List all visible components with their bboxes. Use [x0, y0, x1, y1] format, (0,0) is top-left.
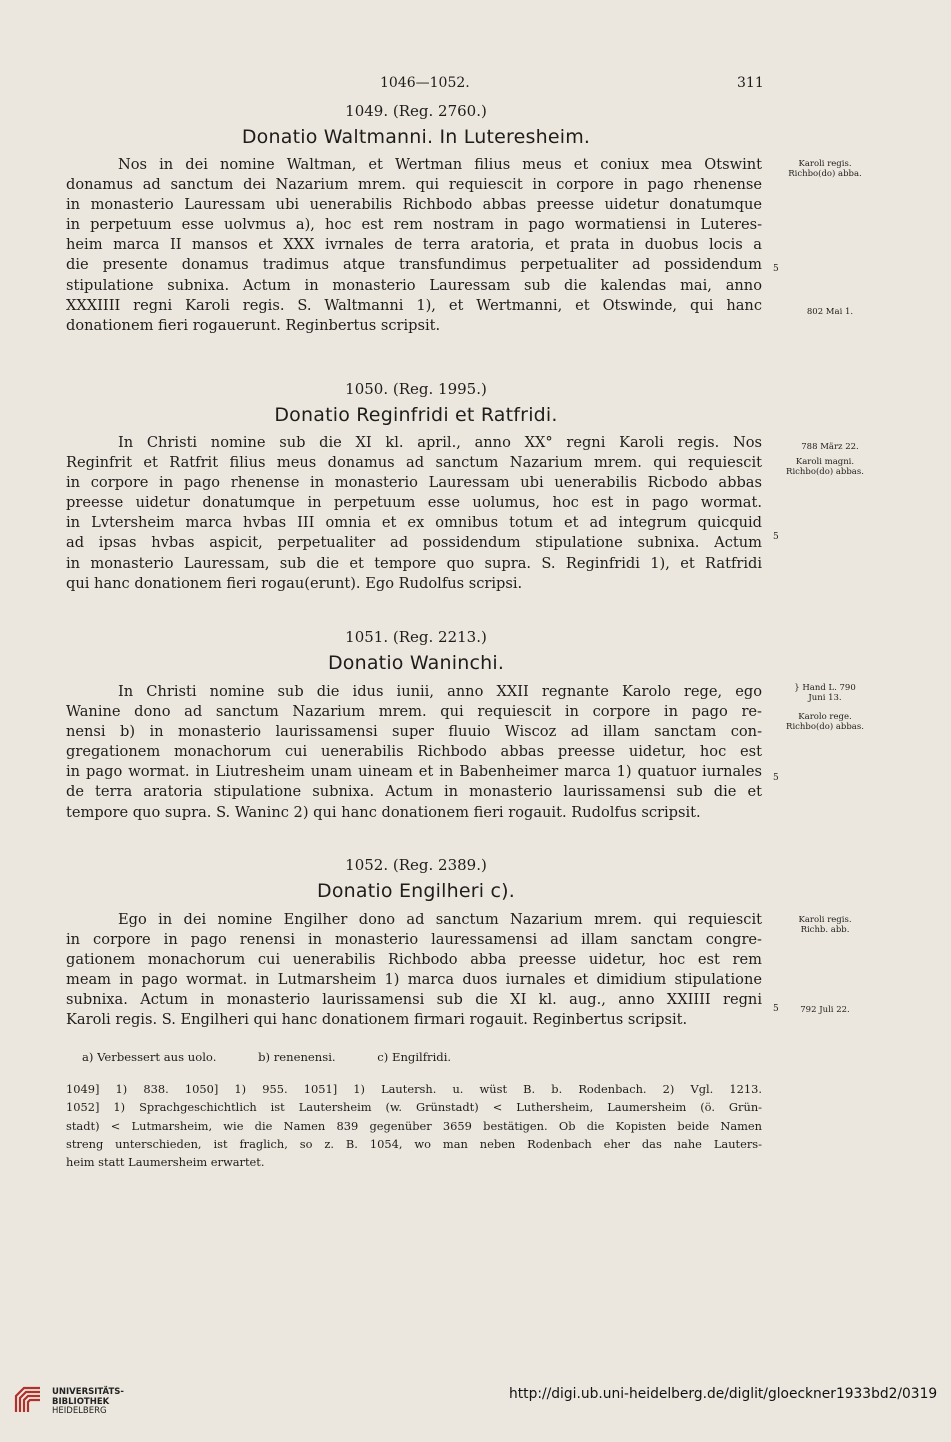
- page-number: 311: [737, 75, 764, 91]
- text-line: donationem fieri rogauerunt. Reginbertus scripsit.: [66, 316, 441, 334]
- text-line: in perpetuum esse uolvmus a), hoc est rem nostram in pago wormatiensi in Luteres-: [66, 216, 762, 234]
- library-name: [52, 1388, 124, 1417]
- text-line: gationem monachorum cui uenerabilis Richbodo abba preesse uidetur, hoc est rem: [66, 951, 762, 969]
- line-number: 5: [773, 264, 779, 274]
- entry-1049-heading: [66, 102, 766, 148]
- entry-1052-title: Donatio Engilheri c).: [317, 880, 515, 902]
- entry-1049-title: Donatio Waltmanni. In Luteresheim.: [241, 126, 591, 148]
- line-number: 5: [773, 532, 779, 542]
- entry-1050-text: [66, 433, 762, 594]
- text-line: Ego in dei nomine Engilher dono ad sanctum Nazarium mrem. qui requiescit: [118, 911, 762, 928]
- critical-apparatus: [66, 1050, 762, 1064]
- margin-date: } Hand L. 790 Juni 13.: [794, 683, 856, 703]
- margin-date: 802 Mai 1.: [806, 307, 854, 317]
- note-line: stadt) < Lutmarsheim, wie die Namen 839 gegenüber 3659 bestätigen. Ob die Kopisten beide Namen: [66, 1118, 762, 1133]
- entry-1050-heading: [66, 380, 766, 426]
- margin-note: Karoli regis. Richbo(do) abba.: [788, 159, 862, 179]
- text-line: in corpore in pago rhenense in monasterio Lauressam ubi uenerabilis Ricbodo abbas: [66, 474, 762, 492]
- text-line: heim marca II mansos et XXX ivrnales de terra aratoria, et prata in duobus locis a: [66, 236, 762, 254]
- footnote-c: c) Engilfridi.: [377, 1050, 452, 1064]
- entry-1051-heading: [66, 628, 766, 674]
- text-line: nensi b) in monasterio laurissamensi super fluuio Wiscoz ad illam sanctam con-: [66, 723, 762, 741]
- text-line: ad ipsas hvbas aspicit, perpetualiter ad possidendum stipulatione subnixa. Actum: [66, 534, 762, 552]
- entry-1052-text: [66, 910, 762, 1031]
- entry-1050-reg: 1050. (Reg. 1995.): [345, 380, 487, 398]
- commentary-notes: [66, 1080, 762, 1171]
- library-logo-icon: [10, 1382, 46, 1418]
- text-line: donamus ad sanctum dei Nazarium mrem. qui requiescit in corpore in pago rhenense: [66, 176, 762, 194]
- text-line: de terra aratoria stipulatione subnixa. Actum in monasterio laurissamensi sub die et: [66, 783, 762, 801]
- entry-1052-reg: 1052. (Reg. 2389.): [345, 856, 487, 874]
- text-line: preesse uidetur donatumque in perpetuum esse uolumus, hoc est in pago wormat.: [66, 494, 762, 512]
- note-line: streng unterschieden, ist fraglich, so z. B. 1054, wo man neben Rodenbach eher das nahe Lauters-: [66, 1136, 762, 1151]
- footnote-b: b) renenensi.: [258, 1050, 336, 1064]
- footer-bar: [0, 1378, 951, 1428]
- note-line: 1049] 1) 838. 1050] 1) 955. 1051] 1) Lautersh. u. wüst B. b. Rodenbach. 2) Vgl. 1213.: [66, 1082, 762, 1096]
- library-name-line: HEIDELBERG: [52, 1406, 107, 1417]
- text-line: Karoli regis. S. Engilheri qui hanc donationem firmari rogauit. Reginbertus scripsit.: [66, 1011, 688, 1029]
- source-url-link[interactable]: http://digi.ub.uni-heidelberg.de/diglit/gloeckner1933bd2/0319: [509, 1386, 938, 1402]
- entry-1050-title: Donatio Reginfridi et Ratfridi.: [274, 404, 558, 426]
- margin-note: Karoli regis. Richb. abb.: [798, 915, 852, 935]
- text-line: qui hanc donationem fieri rogau(erunt). Ego Rudolfus scripsi.: [66, 574, 523, 592]
- entry-1052-heading: [66, 856, 766, 902]
- text-line: die presente donamus tradimus atque transfundimus perpetualiter ad possidendum: [66, 256, 762, 274]
- text-line: in monasterio Lauressam ubi uenerabilis Richbodo abbas preesse uidetur donatumque: [66, 196, 762, 214]
- note-line: 1052] 1) Sprachgeschichtlich ist Lautersheim (w. Grünstadt) < Luthersheim, Laumersheim (ö. Grün-: [66, 1100, 762, 1115]
- running-head: [0, 75, 951, 95]
- entry-1051-title: Donatio Waninchi.: [327, 652, 505, 674]
- margin-date: 788 März 22.: [801, 442, 859, 452]
- entry-1049-text: [66, 155, 762, 336]
- note-line: heim statt Laumersheim erwartet.: [66, 1155, 265, 1170]
- library-name-line: BIBLIOTHEK: [52, 1396, 110, 1407]
- text-line: in corpore in pago renensi in monasterio lauressamensi ad illam sanctam congre-: [66, 931, 762, 949]
- text-line: in monasterio Lauressam, sub die et tempore quo supra. S. Reginfridi 1), et Ratfridi: [66, 554, 762, 572]
- text-line: Wanine dono ad sanctum Nazarium mrem. qui requiescit in corpore in pago re-: [66, 703, 762, 721]
- text-line: in Lvtersheim marca hvbas III omnia et ex omnibus totum et ad integrum quicquid: [66, 514, 762, 532]
- text-line: gregationem monachorum cui uenerabilis Richbodo abbas preesse uidetur, hoc est: [66, 743, 762, 761]
- text-line: Reginfrit et Ratfrit filius meus donamus ad sanctum Nazarium mrem. qui requiescit: [66, 454, 762, 472]
- library-name-line: UNIVERSITÄTS-: [52, 1387, 124, 1397]
- text-line: In Christi nomine sub die idus iunii, anno XXII regnante Karolo rege, ego: [118, 683, 762, 700]
- footnote-a: a) Verbessert aus uolo.: [82, 1050, 217, 1064]
- text-line: stipulatione subnixa. Actum in monasterio Lauressam sub die kalendas mai, anno: [66, 276, 762, 294]
- text-line: XXXIIII regni Karoli regis. S. Waltmanni 1), et Wertmanni, et Otswinde, qui hanc: [66, 296, 762, 314]
- text-line: meam in pago wormat. in Lutmarsheim 1) marca duos iurnales et dimidium stipulatione: [66, 971, 762, 989]
- text-line: Nos in dei nomine Waltman, et Wertman filius meus et coniux mea Otswint: [118, 156, 762, 173]
- entry-1051-reg: 1051. (Reg. 2213.): [345, 628, 487, 646]
- text-line: in pago wormat. in Liutresheim unam uineam et in Babenheimer marca 1) quatuor iurnales: [66, 763, 762, 781]
- entry-1051-text: [66, 682, 762, 823]
- text-line: subnixa. Actum in monasterio laurissamensi sub die XI kl. aug., anno XXIIII regni: [66, 991, 762, 1009]
- margin-note: Karoli magni. Richbo(do) abbas.: [786, 457, 864, 477]
- text-line: tempore quo supra. S. Waninc 2) qui hanc donationem fieri rogauit. Rudolfus scripsit.: [66, 803, 701, 821]
- line-number: 5: [773, 1004, 779, 1014]
- margin-note: Karolo rege. Richbo(do) abbas.: [786, 712, 864, 732]
- page-range: 1046—1052.: [380, 75, 470, 91]
- line-number: 5: [773, 773, 779, 783]
- margin-date: 792 Juli 22.: [800, 1005, 850, 1015]
- text-line: In Christi nomine sub die XI kl. april., anno XX° regni Karoli regis. Nos: [118, 434, 762, 451]
- entry-1049-reg: 1049. (Reg. 2760.): [345, 102, 487, 120]
